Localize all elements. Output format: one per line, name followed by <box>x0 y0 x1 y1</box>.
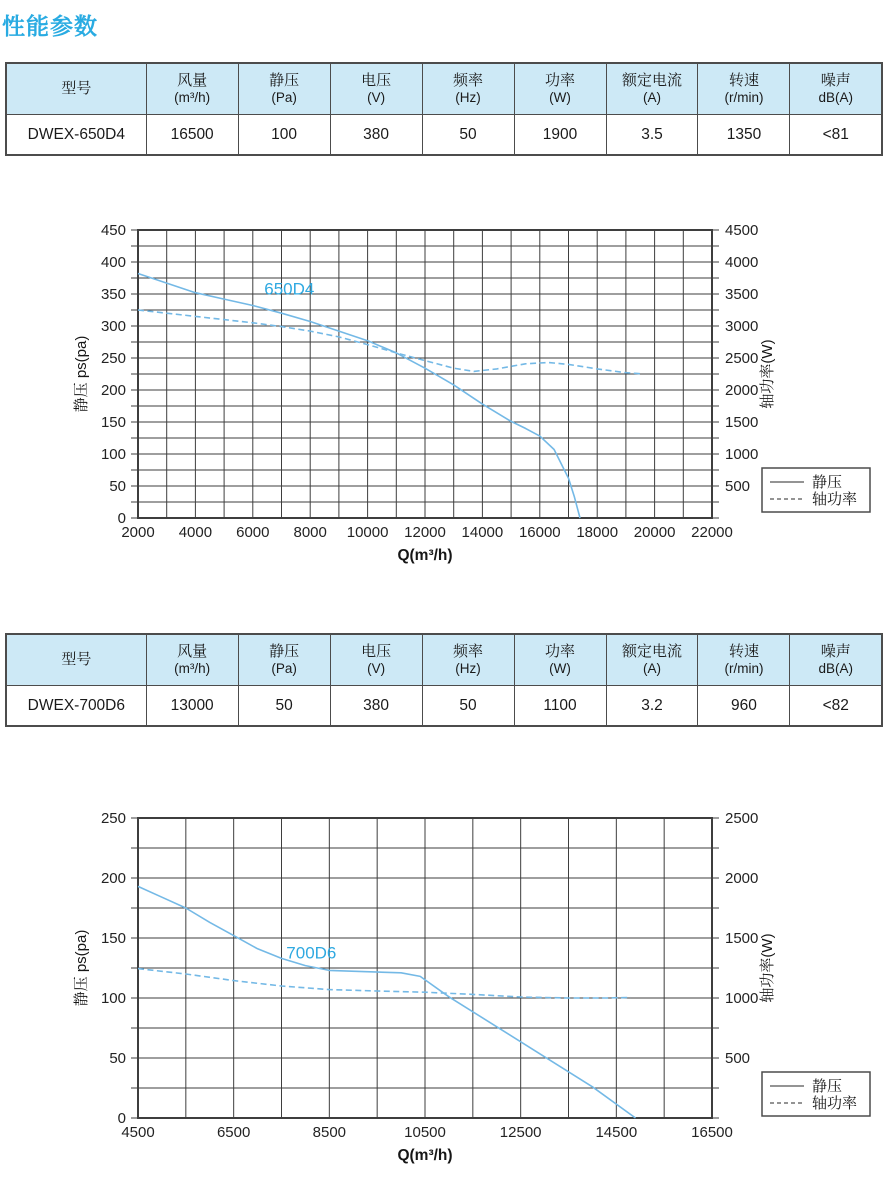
x-tick-label: 12000 <box>404 524 446 541</box>
y-right-tick-label: 2500 <box>725 810 759 827</box>
y-left-tick-label: 50 <box>109 1050 126 1067</box>
cell: 1100 <box>514 686 606 727</box>
y-left-tick-label: 100 <box>100 990 126 1007</box>
cell: 50 <box>422 686 514 727</box>
column-header: 额定电流 (A) <box>606 634 698 686</box>
curve-static-pressure <box>138 886 636 1118</box>
x-tick-label: 12500 <box>499 1124 542 1141</box>
y-right-axis-title: 轴功率(W) <box>759 933 776 1003</box>
cell: 380 <box>330 686 422 727</box>
column-header: 静压 (Pa) <box>238 63 330 115</box>
table-header-row <box>6 63 882 115</box>
column-header: 风量 (m³/h) <box>146 63 238 115</box>
chart-canvas <box>0 790 890 1185</box>
x-tick-label: 16000 <box>518 524 561 541</box>
legend-label: 轴功率 <box>812 491 858 508</box>
table-header-row <box>6 634 882 686</box>
y-left-tick-label: 150 <box>100 414 126 431</box>
column-header: 静压 (Pa) <box>238 634 330 686</box>
page-title: 性能参数 <box>2 13 98 39</box>
grid <box>131 230 719 518</box>
y-left-tick-label: 0 <box>117 510 126 527</box>
x-tick-label: 22000 <box>691 524 733 541</box>
spec-table <box>5 62 883 156</box>
column-header: 型号 <box>6 63 146 115</box>
y-left-tick-label: 150 <box>100 930 126 947</box>
y-left-tick-label: 250 <box>100 350 126 367</box>
x-tick-label: 14000 <box>461 524 504 541</box>
y-right-tick-label: 1000 <box>725 446 759 463</box>
column-header: 频率 (Hz) <box>422 634 514 686</box>
cell: DWEX-700D6 <box>6 686 146 727</box>
x-tick-label: 10500 <box>404 1124 446 1141</box>
x-tick-label: 16500 <box>691 1124 733 1141</box>
column-header: 功率 (W) <box>514 634 606 686</box>
cell: 3.2 <box>606 686 698 727</box>
y-right-tick-label: 2000 <box>725 870 759 887</box>
performance-chart-700d6 <box>0 790 890 1185</box>
x-tick-label: 6000 <box>236 524 270 541</box>
x-tick-label: 18000 <box>576 524 619 541</box>
y-right-tick-label: 1500 <box>725 930 759 947</box>
x-axis-title: Q(m³/h) <box>397 1147 453 1164</box>
grid <box>131 818 719 1118</box>
column-header: 功率 (W) <box>514 63 606 115</box>
x-tick-label: 2000 <box>121 524 155 541</box>
column-header: 转速 (r/min) <box>698 634 790 686</box>
y-left-tick-label: 100 <box>100 446 126 463</box>
column-header: 噪声 dB(A) <box>790 63 882 115</box>
cell: 1900 <box>514 115 606 156</box>
y-right-tick-label: 2500 <box>725 350 759 367</box>
x-tick-label: 4500 <box>121 1124 155 1141</box>
legend-label: 静压 <box>812 1078 843 1095</box>
x-tick-label: 10000 <box>346 524 389 541</box>
y-right-tick-label: 500 <box>725 478 751 495</box>
x-tick-label: 14500 <box>595 1124 638 1141</box>
performance-chart-650d4 <box>0 200 890 570</box>
cell: <82 <box>790 686 882 727</box>
y-left-tick-label: 300 <box>100 318 126 335</box>
y-right-tick-label: 4000 <box>725 254 759 271</box>
y-left-axis-title: 静压 ps(pa) <box>73 335 90 413</box>
x-tick-label: 8000 <box>293 524 327 541</box>
column-header: 额定电流 (A) <box>606 63 698 115</box>
cell: 50 <box>238 686 330 727</box>
y-right-axis-title: 轴功率(W) <box>759 339 776 409</box>
cell: 16500 <box>146 115 238 156</box>
cell: 1350 <box>698 115 790 156</box>
column-header: 电压 (V) <box>330 63 422 115</box>
cell: 13000 <box>146 686 238 727</box>
x-tick-label: 6500 <box>216 1124 251 1141</box>
y-left-tick-label: 450 <box>100 222 126 239</box>
cell: 50 <box>422 115 514 156</box>
y-left-tick-label: 0 <box>117 1110 126 1127</box>
column-header: 电压 (V) <box>330 634 422 686</box>
table-row <box>6 115 882 156</box>
cell: 100 <box>238 115 330 156</box>
column-header: 风量 (m³/h) <box>146 634 238 686</box>
y-left-axis-title: 静压 ps(pa) <box>73 929 90 1007</box>
y-left-tick-label: 350 <box>100 286 126 303</box>
legend-label: 轴功率 <box>812 1095 858 1112</box>
y-left-tick-label: 50 <box>109 478 126 495</box>
legend-label: 静压 <box>812 474 843 491</box>
x-tick-label: 20000 <box>633 524 676 541</box>
x-tick-label: 4000 <box>178 524 213 541</box>
curve-label: 700D6 <box>286 943 337 963</box>
chart-canvas <box>0 200 890 570</box>
y-right-tick-label: 4500 <box>725 222 759 239</box>
y-right-tick-label: 500 <box>725 1050 751 1067</box>
spec-table-650d4 <box>5 62 883 156</box>
spec-table <box>5 633 883 727</box>
y-left-tick-label: 200 <box>100 870 126 887</box>
cell: 380 <box>330 115 422 156</box>
column-header: 噪声 dB(A) <box>790 634 882 686</box>
y-left-tick-label: 200 <box>100 382 126 399</box>
curve-label: 650D4 <box>264 279 315 299</box>
column-header: 转速 (r/min) <box>698 63 790 115</box>
cell: DWEX-650D4 <box>6 115 146 156</box>
cell: <81 <box>790 115 882 156</box>
cell: 960 <box>698 686 790 727</box>
y-left-tick-label: 250 <box>100 810 126 827</box>
x-tick-label: 8500 <box>312 1124 347 1141</box>
x-axis-title: Q(m³/h) <box>397 547 453 564</box>
y-right-tick-label: 1000 <box>725 990 759 1007</box>
spec-table-700d6 <box>5 633 883 727</box>
y-right-tick-label: 1500 <box>725 414 759 431</box>
y-right-tick-label: 3000 <box>725 318 759 335</box>
y-right-tick-label: 2000 <box>725 382 759 399</box>
y-right-tick-label: 3500 <box>725 286 759 303</box>
cell: 3.5 <box>606 115 698 156</box>
column-header: 频率 (Hz) <box>422 63 514 115</box>
column-header: 型号 <box>6 634 146 686</box>
table-row <box>6 686 882 727</box>
y-left-tick-label: 400 <box>100 254 126 271</box>
